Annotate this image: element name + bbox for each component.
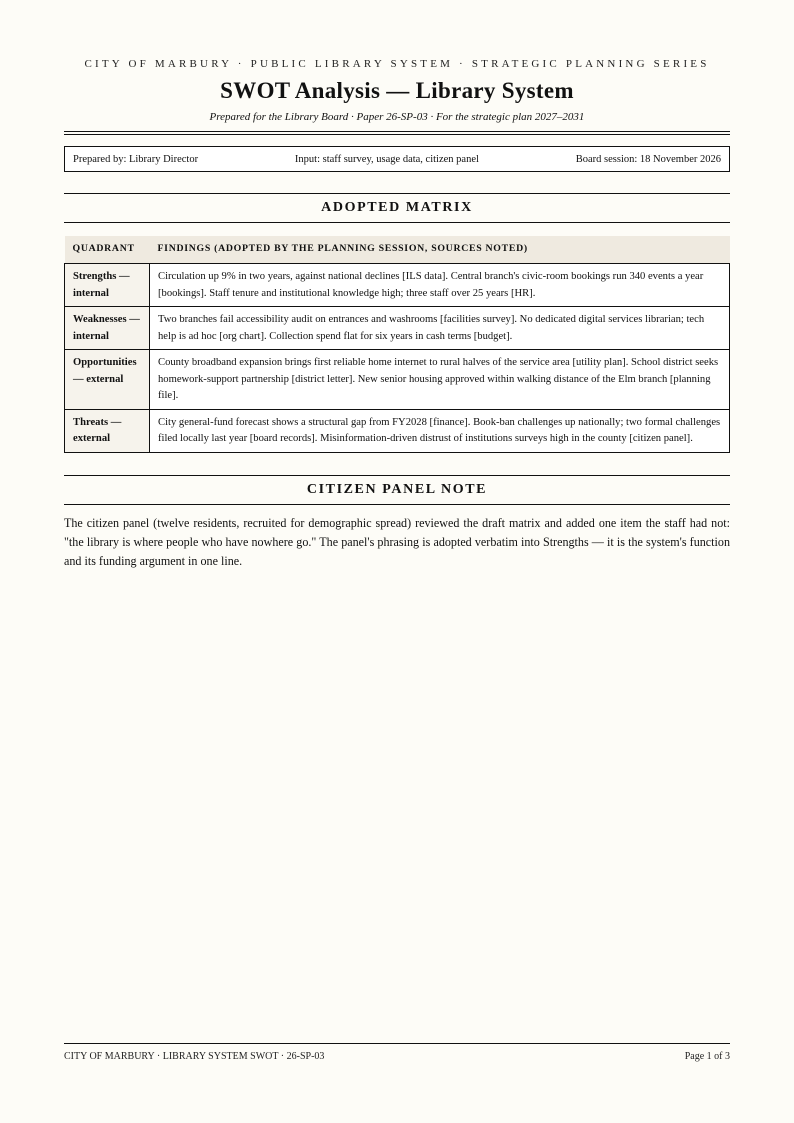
quadrant-strengths: Strengths — internal bbox=[65, 264, 150, 307]
column-header-findings: FINDINGS (ADOPTED BY THE PLANNING SESSION, SOURCES NOTED) bbox=[150, 236, 730, 264]
table-header-row bbox=[65, 236, 730, 264]
panel-note-text: The citizen panel (twelve residents, recruited for demographic spread) reviewed the draft matrix and added one item the staff had not: "the library is where people who have nowhere go." The panel's phrasing is adopted verbatim into Strengths — it is the system's function and its funding argument in one line. bbox=[64, 515, 730, 568]
quadrant-weaknesses: Weaknesses — internal bbox=[65, 307, 150, 350]
page-footer bbox=[64, 1043, 730, 1062]
page-number: Page 1 of 3 bbox=[684, 1051, 730, 1062]
findings-opportunities: County broadband expansion brings first reliable home internet to rural halves of the service area [utility plan]. School district seeks homework-support partnership [district letter]. New senior housing approved within walking distance of the Elm branch [planning file]. bbox=[150, 350, 730, 410]
board-session: Board session: 18 November 2026 bbox=[575, 153, 721, 165]
title-divider bbox=[64, 131, 730, 135]
quadrant-opportunities: Opportunities — external bbox=[65, 350, 150, 410]
table-row bbox=[65, 350, 730, 410]
section-heading-matrix: ADOPTED MATRIX bbox=[64, 193, 730, 223]
column-header-quadrant: QUADRANT bbox=[65, 236, 150, 264]
section-heading-panel: CITIZEN PANEL NOTE bbox=[64, 475, 730, 505]
input-sources: Input: staff survey, usage data, citizen panel bbox=[294, 153, 479, 165]
footer-reference: CITY OF MARBURY · LIBRARY SYSTEM SWOT · 26-SP-03 bbox=[64, 1051, 325, 1062]
swot-matrix-table bbox=[64, 236, 730, 453]
findings-threats: City general-fund forecast shows a structural gap from FY2028 [finance]. Book-ban challenges up nationally; two formal challenges filed locally last year [board records]. Misinformation-driven distrust of institutions surveys high in the county [citizen panel]. bbox=[150, 409, 730, 452]
document-page bbox=[64, 0, 730, 583]
document-subtitle: Prepared for the Library Board · Paper 26-SP-03 · For the strategic plan 2027–2031 bbox=[209, 111, 585, 123]
findings-weaknesses: Two branches fail accessibility audit on entrances and washrooms [facilities survey]. No dedicated digital services librarian; tech help is ad hoc [org chart]. Collection spend flat for six years in cash terms [budget]. bbox=[150, 307, 730, 350]
table-row bbox=[65, 264, 730, 307]
meta-box bbox=[64, 146, 730, 172]
findings-strengths: Circulation up 9% in two years, against national declines [ILS data]. Central branch's civic-room bookings run 340 events a year [bookings]. Staff tenure and institutional knowledge high; three staff over 25 years [HR]. bbox=[150, 264, 730, 307]
series-eyebrow: CITY OF MARBURY · PUBLIC LIBRARY SYSTEM · STRATEGIC PLANNING SERIES bbox=[84, 58, 710, 70]
quadrant-threats: Threats — external bbox=[65, 409, 150, 452]
table-row bbox=[65, 409, 730, 452]
table-row bbox=[65, 307, 730, 350]
prepared-by: Prepared by: Library Director bbox=[73, 153, 199, 165]
document-title: SWOT Analysis — Library System bbox=[220, 78, 574, 103]
